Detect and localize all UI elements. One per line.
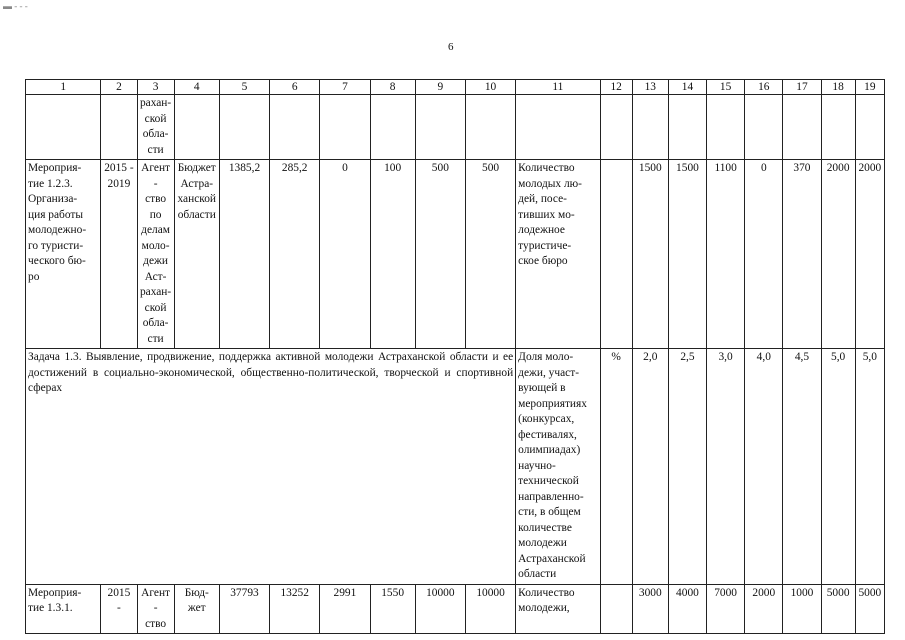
value-cell: 2991 [320, 584, 370, 634]
header-cell: 11 [516, 80, 600, 95]
value-cell: 5000 [821, 584, 855, 634]
value-cell: 1385,2 [219, 160, 269, 349]
task-description-cell: Задача 1.3. Выявление, продвижение, поддержка активной молодежи Астраханской области и ее достижений в социально-экономической, общественно-политической, творческой и спортивной сферах [26, 349, 516, 585]
table-cell [320, 95, 370, 160]
table-cell [516, 95, 600, 160]
table-cell [26, 95, 101, 160]
value-cell: 0 [320, 160, 370, 349]
table-cell [600, 95, 632, 160]
value-cell: 2000 [745, 584, 783, 634]
header-cell: 17 [783, 80, 821, 95]
table-cell [632, 95, 668, 160]
value-cell: 4,5 [783, 349, 821, 585]
table-cell [707, 95, 745, 160]
value-cell: 7000 [707, 584, 745, 634]
header-cell: 13 [632, 80, 668, 95]
value-cell: 285,2 [270, 160, 320, 349]
header-row [26, 80, 885, 95]
header-cell: 15 [707, 80, 745, 95]
header-cell: 6 [270, 80, 320, 95]
value-cell: 2000 [855, 160, 884, 349]
header-cell: 14 [668, 80, 706, 95]
program-table [25, 79, 885, 634]
table-row-continued [26, 95, 885, 160]
header-cell: 2 [101, 80, 137, 95]
header-cell: 4 [174, 80, 219, 95]
value-cell: 10000 [415, 584, 465, 634]
agency-cell: Агент- ство по делам моло- дежи Аст- рахан- ской обла- сти [137, 160, 174, 349]
agency-cell: рахан- ской обла- сти [137, 95, 174, 160]
unit-cell: % [600, 349, 632, 585]
value-cell: 100 [370, 160, 415, 349]
header-cell: 12 [600, 80, 632, 95]
value-cell: 4000 [668, 584, 706, 634]
value-cell: 37793 [219, 584, 269, 634]
value-cell: 0 [745, 160, 783, 349]
period-cell: 2015 - [101, 584, 137, 634]
budget-source-cell: Бюджет Астра- ханской области [174, 160, 219, 349]
table-row-measure-1-3-1 [26, 584, 885, 634]
value-cell: 500 [415, 160, 465, 349]
header-cell: 9 [415, 80, 465, 95]
indicator-cell: Количество молодых лю- дей, посе- тивших мо- лодежное туристиче- ское бюро [516, 160, 600, 349]
value-cell: 1550 [370, 584, 415, 634]
unit-cell [600, 584, 632, 634]
value-cell: 2,0 [632, 349, 668, 585]
header-cell: 1 [26, 80, 101, 95]
indicator-cell: Доля моло- дежи, участ- вующей в мероприятиях (конкурсах, фестивалях, олимпиадах) научно- технической направленно- сти, в общем количестве молодежи Астраханской области [516, 349, 600, 585]
table-cell [821, 95, 855, 160]
header-cell: 10 [465, 80, 515, 95]
agency-cell: Агент- ство [137, 584, 174, 634]
value-cell: 5,0 [821, 349, 855, 585]
table-row-measure-1-2-3 [26, 160, 885, 349]
value-cell: 1000 [783, 584, 821, 634]
header-cell: 8 [370, 80, 415, 95]
measure-name-cell: Мероприя- тие 1.3.1. [26, 584, 101, 634]
measure-name-cell: Мероприя- тие 1.2.3. Организа- ция работы молодежно- го туристи- ческого бю- ро [26, 160, 101, 349]
table-cell [219, 95, 269, 160]
value-cell: 4,0 [745, 349, 783, 585]
header-cell: 18 [821, 80, 855, 95]
header-cell: 16 [745, 80, 783, 95]
table-cell [101, 95, 137, 160]
value-cell: 3,0 [707, 349, 745, 585]
table-cell [270, 95, 320, 160]
value-cell: 2000 [821, 160, 855, 349]
table-cell [465, 95, 515, 160]
page-number: 6 [448, 41, 454, 53]
header-cell: 3 [137, 80, 174, 95]
value-cell: 1500 [668, 160, 706, 349]
value-cell: 3000 [632, 584, 668, 634]
budget-source-cell: Бюд- жет [174, 584, 219, 634]
unit-cell [600, 160, 632, 349]
header-cell: 7 [320, 80, 370, 95]
table-cell [783, 95, 821, 160]
value-cell: 500 [465, 160, 515, 349]
table-cell [668, 95, 706, 160]
indicator-cell: Количество молодежи, [516, 584, 600, 634]
table-cell [174, 95, 219, 160]
value-cell: 5,0 [855, 349, 884, 585]
table-cell [855, 95, 884, 160]
period-cell: 2015 - 2019 [101, 160, 137, 349]
table-cell [370, 95, 415, 160]
value-cell: 1500 [632, 160, 668, 349]
table-row-task-1-3 [26, 349, 885, 585]
value-cell: 13252 [270, 584, 320, 634]
table-cell [415, 95, 465, 160]
value-cell: 2,5 [668, 349, 706, 585]
scan-artifact: ▬ ‑ ‑ ‑ [3, 1, 28, 11]
header-cell: 5 [219, 80, 269, 95]
value-cell: 1100 [707, 160, 745, 349]
value-cell: 10000 [465, 584, 515, 634]
value-cell: 370 [783, 160, 821, 349]
table-cell [745, 95, 783, 160]
header-cell: 19 [855, 80, 884, 95]
value-cell: 5000 [855, 584, 884, 634]
